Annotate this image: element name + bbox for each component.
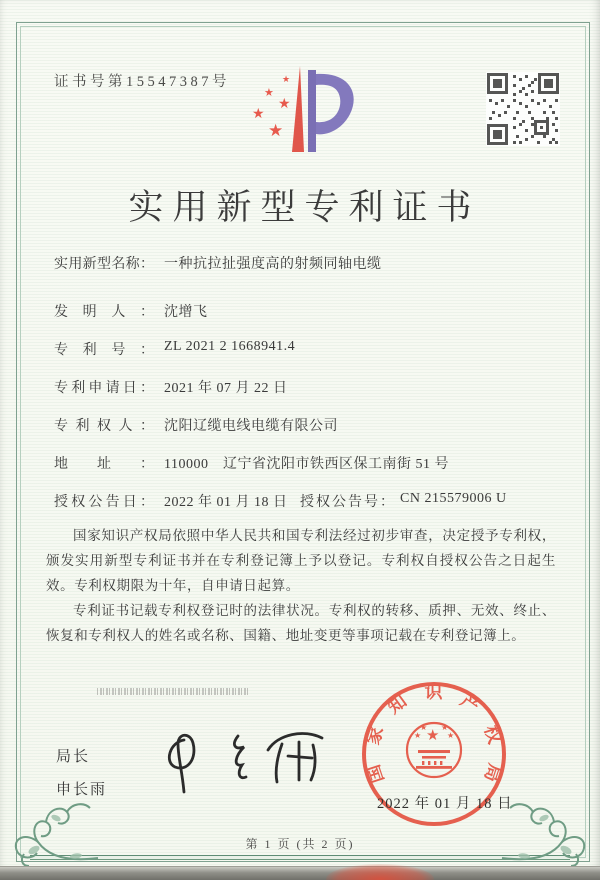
legal-paragraph-1: 国家知识产权局依照中华人民共和国专利法经过初步审查，决定授予专利权，颁发实用新型专利证书并在专利登记簿上予以登记。专利权自授权公告之日起生效。专利权期限为十年，自申请日起算。 bbox=[46, 528, 556, 593]
svg-text:★: ★ bbox=[252, 106, 265, 122]
field-value: ZL 2021 2 1668941.4 bbox=[164, 339, 296, 354]
footer-rule bbox=[30, 855, 570, 860]
field-label: 发明人： bbox=[54, 305, 154, 320]
svg-text:★: ★ bbox=[264, 86, 274, 99]
grant-number-value: CN 215579006 U bbox=[400, 491, 507, 506]
field-row-name bbox=[54, 253, 554, 301]
svg-text:★: ★ bbox=[268, 121, 284, 141]
signer-title: 局长 bbox=[56, 749, 91, 765]
svg-text:★: ★ bbox=[414, 731, 422, 740]
field-row-inventor bbox=[54, 301, 554, 339]
field-value: 一种抗拉扯强度高的射频同轴电缆 bbox=[164, 257, 382, 272]
grant-number-label: 授权公告号： bbox=[300, 495, 396, 510]
field-value: 110000 辽宁省沈阳市铁西区保工南街 51 号 bbox=[164, 457, 449, 472]
field-rows bbox=[54, 253, 554, 491]
svg-text:★: ★ bbox=[441, 723, 449, 732]
field-label: 专利号： bbox=[54, 343, 154, 358]
cnipa-logo-icon bbox=[238, 60, 362, 173]
field-label: 地址： bbox=[54, 457, 154, 472]
field-value: 沈增飞 bbox=[164, 305, 208, 320]
qr-code-icon bbox=[486, 72, 560, 151]
legal-paragraph-2: 专利证书记载专利权登记时的法律状况。专利权的转移、质押、无效、终止、恢复和专利权人的姓名或名称、国籍、地址变更等事项记载在专利登记簿上。 bbox=[46, 603, 556, 643]
field-row-filing-date bbox=[54, 377, 554, 415]
field-label: 专利申请日： bbox=[54, 381, 154, 396]
seal-text: 国家知识产权局 bbox=[362, 682, 506, 786]
page-bottom-edge bbox=[0, 866, 600, 880]
field-value: 沈阳辽缆电线电缆有限公司 bbox=[164, 419, 338, 434]
director-signature-icon bbox=[150, 714, 340, 811]
field-row-patentee bbox=[54, 415, 554, 453]
certificate-number: 证书号第15547387号 bbox=[54, 74, 230, 90]
svg-text:★: ★ bbox=[426, 726, 440, 744]
field-label: 实用新型名称： bbox=[54, 257, 154, 272]
field-row-grant bbox=[54, 491, 574, 513]
certificate-title: 实用新型专利证书 bbox=[128, 188, 481, 227]
barcode bbox=[97, 688, 249, 695]
field-row-address bbox=[54, 453, 554, 491]
field-value: 2021 年 07 月 22 日 bbox=[164, 381, 288, 396]
svg-text:★: ★ bbox=[278, 96, 291, 112]
signer-name: 申长雨 bbox=[56, 782, 108, 798]
svg-text:★: ★ bbox=[282, 75, 291, 85]
field-label: 专利权人： bbox=[54, 419, 154, 434]
svg-text:★: ★ bbox=[420, 723, 428, 732]
grant-date-label: 授权公告日： bbox=[54, 495, 154, 510]
page-number: 第 1 页 (共 2 页) bbox=[245, 837, 355, 851]
grant-date-value: 2022 年 01 月 18 日 bbox=[164, 495, 288, 510]
seal-date: 2022 年 01 月 18 日 bbox=[377, 796, 513, 812]
field-row-patent-number bbox=[54, 339, 554, 377]
legal-text bbox=[46, 523, 556, 648]
svg-text:★: ★ bbox=[447, 731, 455, 740]
